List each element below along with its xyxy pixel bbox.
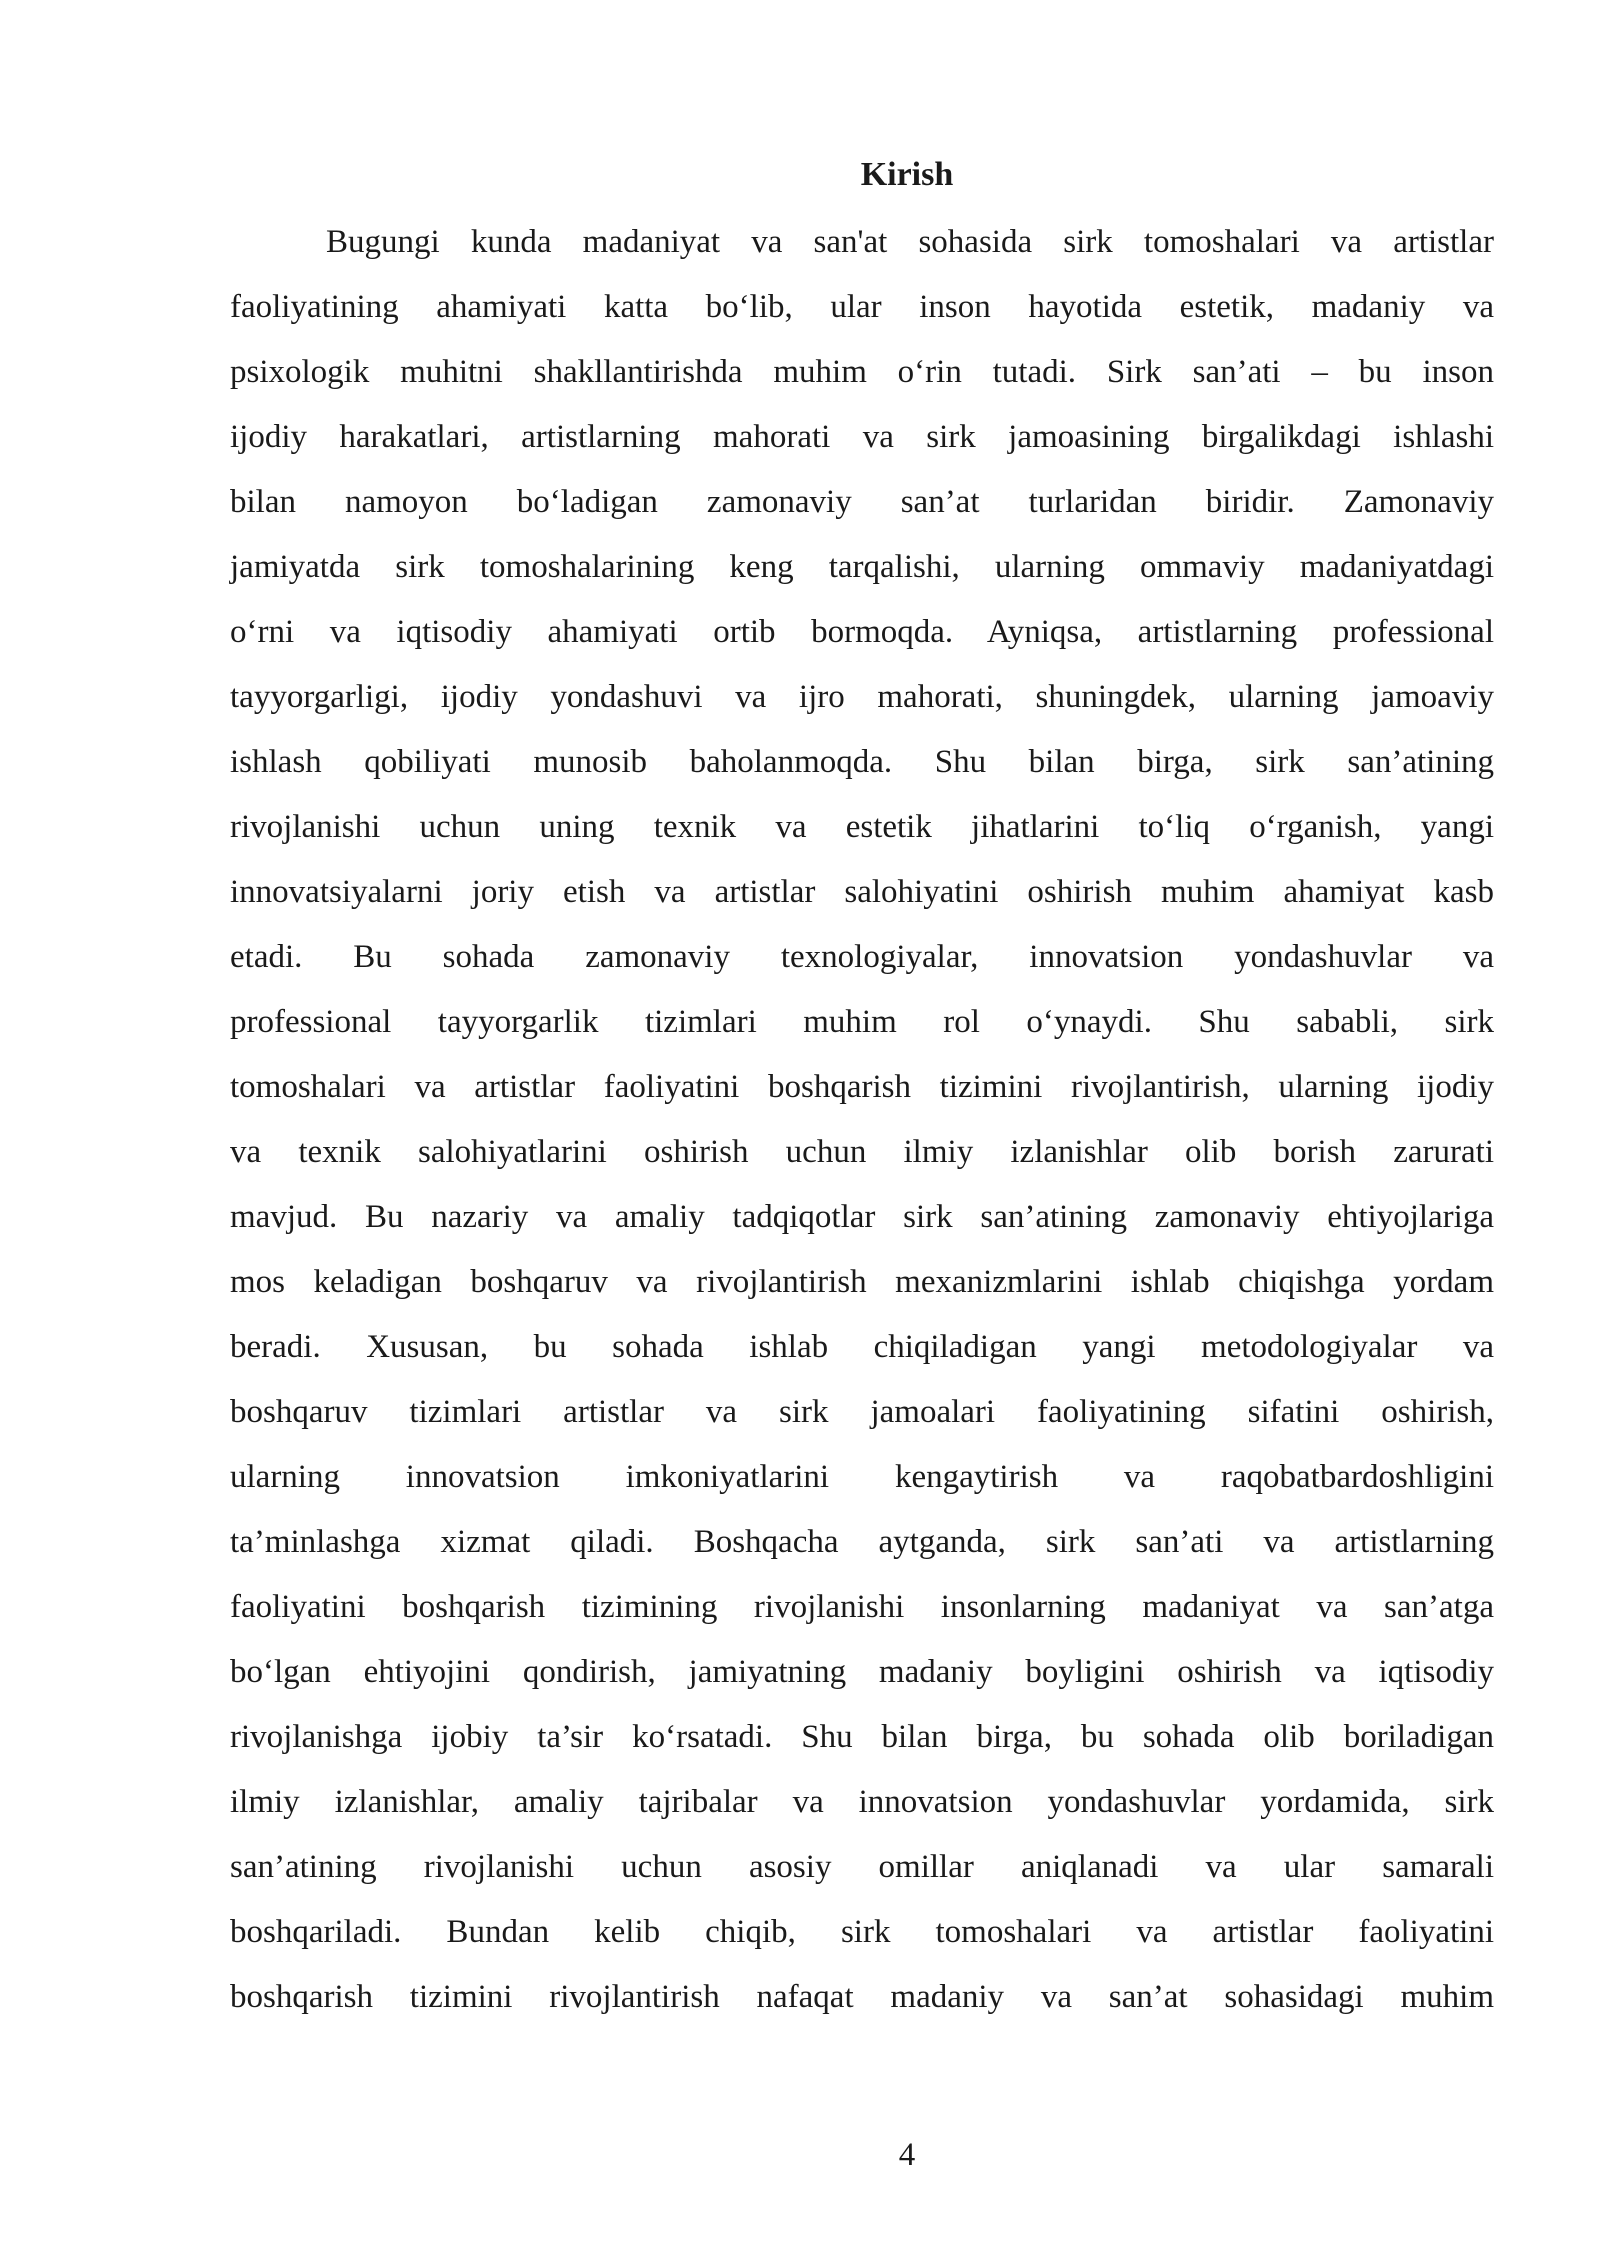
text-line: ijodiy harakatlari, artistlarning mahorati va sirk jamoasining birgalikdagi ishlashi bbox=[230, 419, 1494, 455]
text-line: mos keladigan boshqaruv va rivojlantirish mexanizmlarini ishlab chiqishga yordam bbox=[230, 1264, 1494, 1300]
text-line: san’atining rivojlanishi uchun asosiy omillar aniqlanadi va ular samarali bbox=[230, 1849, 1494, 1885]
section-heading: Kirish bbox=[860, 156, 954, 193]
body-text bbox=[230, 210, 1494, 2030]
text-line: boshqarish tizimini rivojlantirish nafaqat madaniy va san’at sohasidagi muhim bbox=[230, 1979, 1494, 2015]
text-line: boshqariladi. Bundan kelib chiqib, sirk tomoshalari va artistlar faoliyatini bbox=[230, 1914, 1494, 1950]
text-line: ularning innovatsion imkoniyatlarini kengaytirish va raqobatbardoshligini bbox=[230, 1459, 1494, 1495]
text-line: jamiyatda sirk tomoshalarining keng tarqalishi, ularning ommaviy madaniyatdagi bbox=[230, 549, 1494, 585]
text-line: professional tayyorgarlik tizimlari muhim rol o‘ynaydi. Shu sababli, sirk bbox=[230, 1004, 1494, 1040]
text-line: tomoshalari va artistlar faoliyatini boshqarish tizimini rivojlantirish, ularning ijodiy bbox=[230, 1069, 1494, 1105]
text-line: tayyorgarligi, ijodiy yondashuvi va ijro mahorati, shuningdek, ularning jamoaviy bbox=[230, 679, 1494, 715]
text-line: rivojlanishga ijobiy ta’sir ko‘rsatadi. Shu bilan birga, bu sohada olib boriladigan bbox=[230, 1719, 1494, 1755]
text-line: Bugungi kunda madaniyat va san'at sohasida sirk tomoshalari va artistlar bbox=[326, 224, 1494, 260]
text-line: ta’minlashga xizmat qiladi. Boshqacha aytganda, sirk san’ati va artistlarning bbox=[230, 1524, 1494, 1560]
text-line: ilmiy izlanishlar, amaliy tajribalar va innovatsion yondashuvlar yordamida, sirk bbox=[230, 1784, 1494, 1820]
text-line: beradi. Xususan, bu sohada ishlab chiqiladigan yangi metodologiyalar va bbox=[230, 1329, 1494, 1365]
page-number: 4 bbox=[898, 2137, 916, 2173]
text-line: ishlash qobiliyati munosib baholanmoqda. Shu bilan birga, sirk san’atining bbox=[230, 744, 1494, 780]
text-line: bo‘lgan ehtiyojini qondirish, jamiyatning madaniy boyligini oshirish va iqtisodiy bbox=[230, 1654, 1494, 1690]
text-line: rivojlanishi uchun uning texnik va estetik jihatlarini to‘liq o‘rganish, yangi bbox=[230, 809, 1494, 845]
text-line: o‘rni va iqtisodiy ahamiyati ortib bormoqda. Ayniqsa, artistlarning professional bbox=[230, 614, 1494, 650]
text-line: etadi. Bu sohada zamonaviy texnologiyalar, innovatsion yondashuvlar va bbox=[230, 939, 1494, 975]
text-line: faoliyatining ahamiyati katta bo‘lib, ular inson hayotida estetik, madaniy va bbox=[230, 289, 1494, 325]
text-line: mavjud. Bu nazariy va amaliy tadqiqotlar sirk san’atining zamonaviy ehtiyojlariga bbox=[230, 1199, 1494, 1235]
text-line: va texnik salohiyatlarini oshirish uchun ilmiy izlanishlar olib borish zarurati bbox=[230, 1134, 1494, 1170]
text-line: psixologik muhitni shakllantirishda muhim o‘rin tutadi. Sirk san’ati – bu inson bbox=[230, 354, 1494, 390]
text-line: faoliyatini boshqarish tizimining rivojlanishi insonlarning madaniyat va san’atga bbox=[230, 1589, 1494, 1625]
text-line: innovatsiyalarni joriy etish va artistlar salohiyatini oshirish muhim ahamiyat kasb bbox=[230, 874, 1494, 910]
text-line: boshqaruv tizimlari artistlar va sirk jamoalari faoliyatining sifatini oshirish, bbox=[230, 1394, 1494, 1430]
text-line: bilan namoyon bo‘ladigan zamonaviy san’at turlaridan biridir. Zamonaviy bbox=[230, 484, 1494, 520]
